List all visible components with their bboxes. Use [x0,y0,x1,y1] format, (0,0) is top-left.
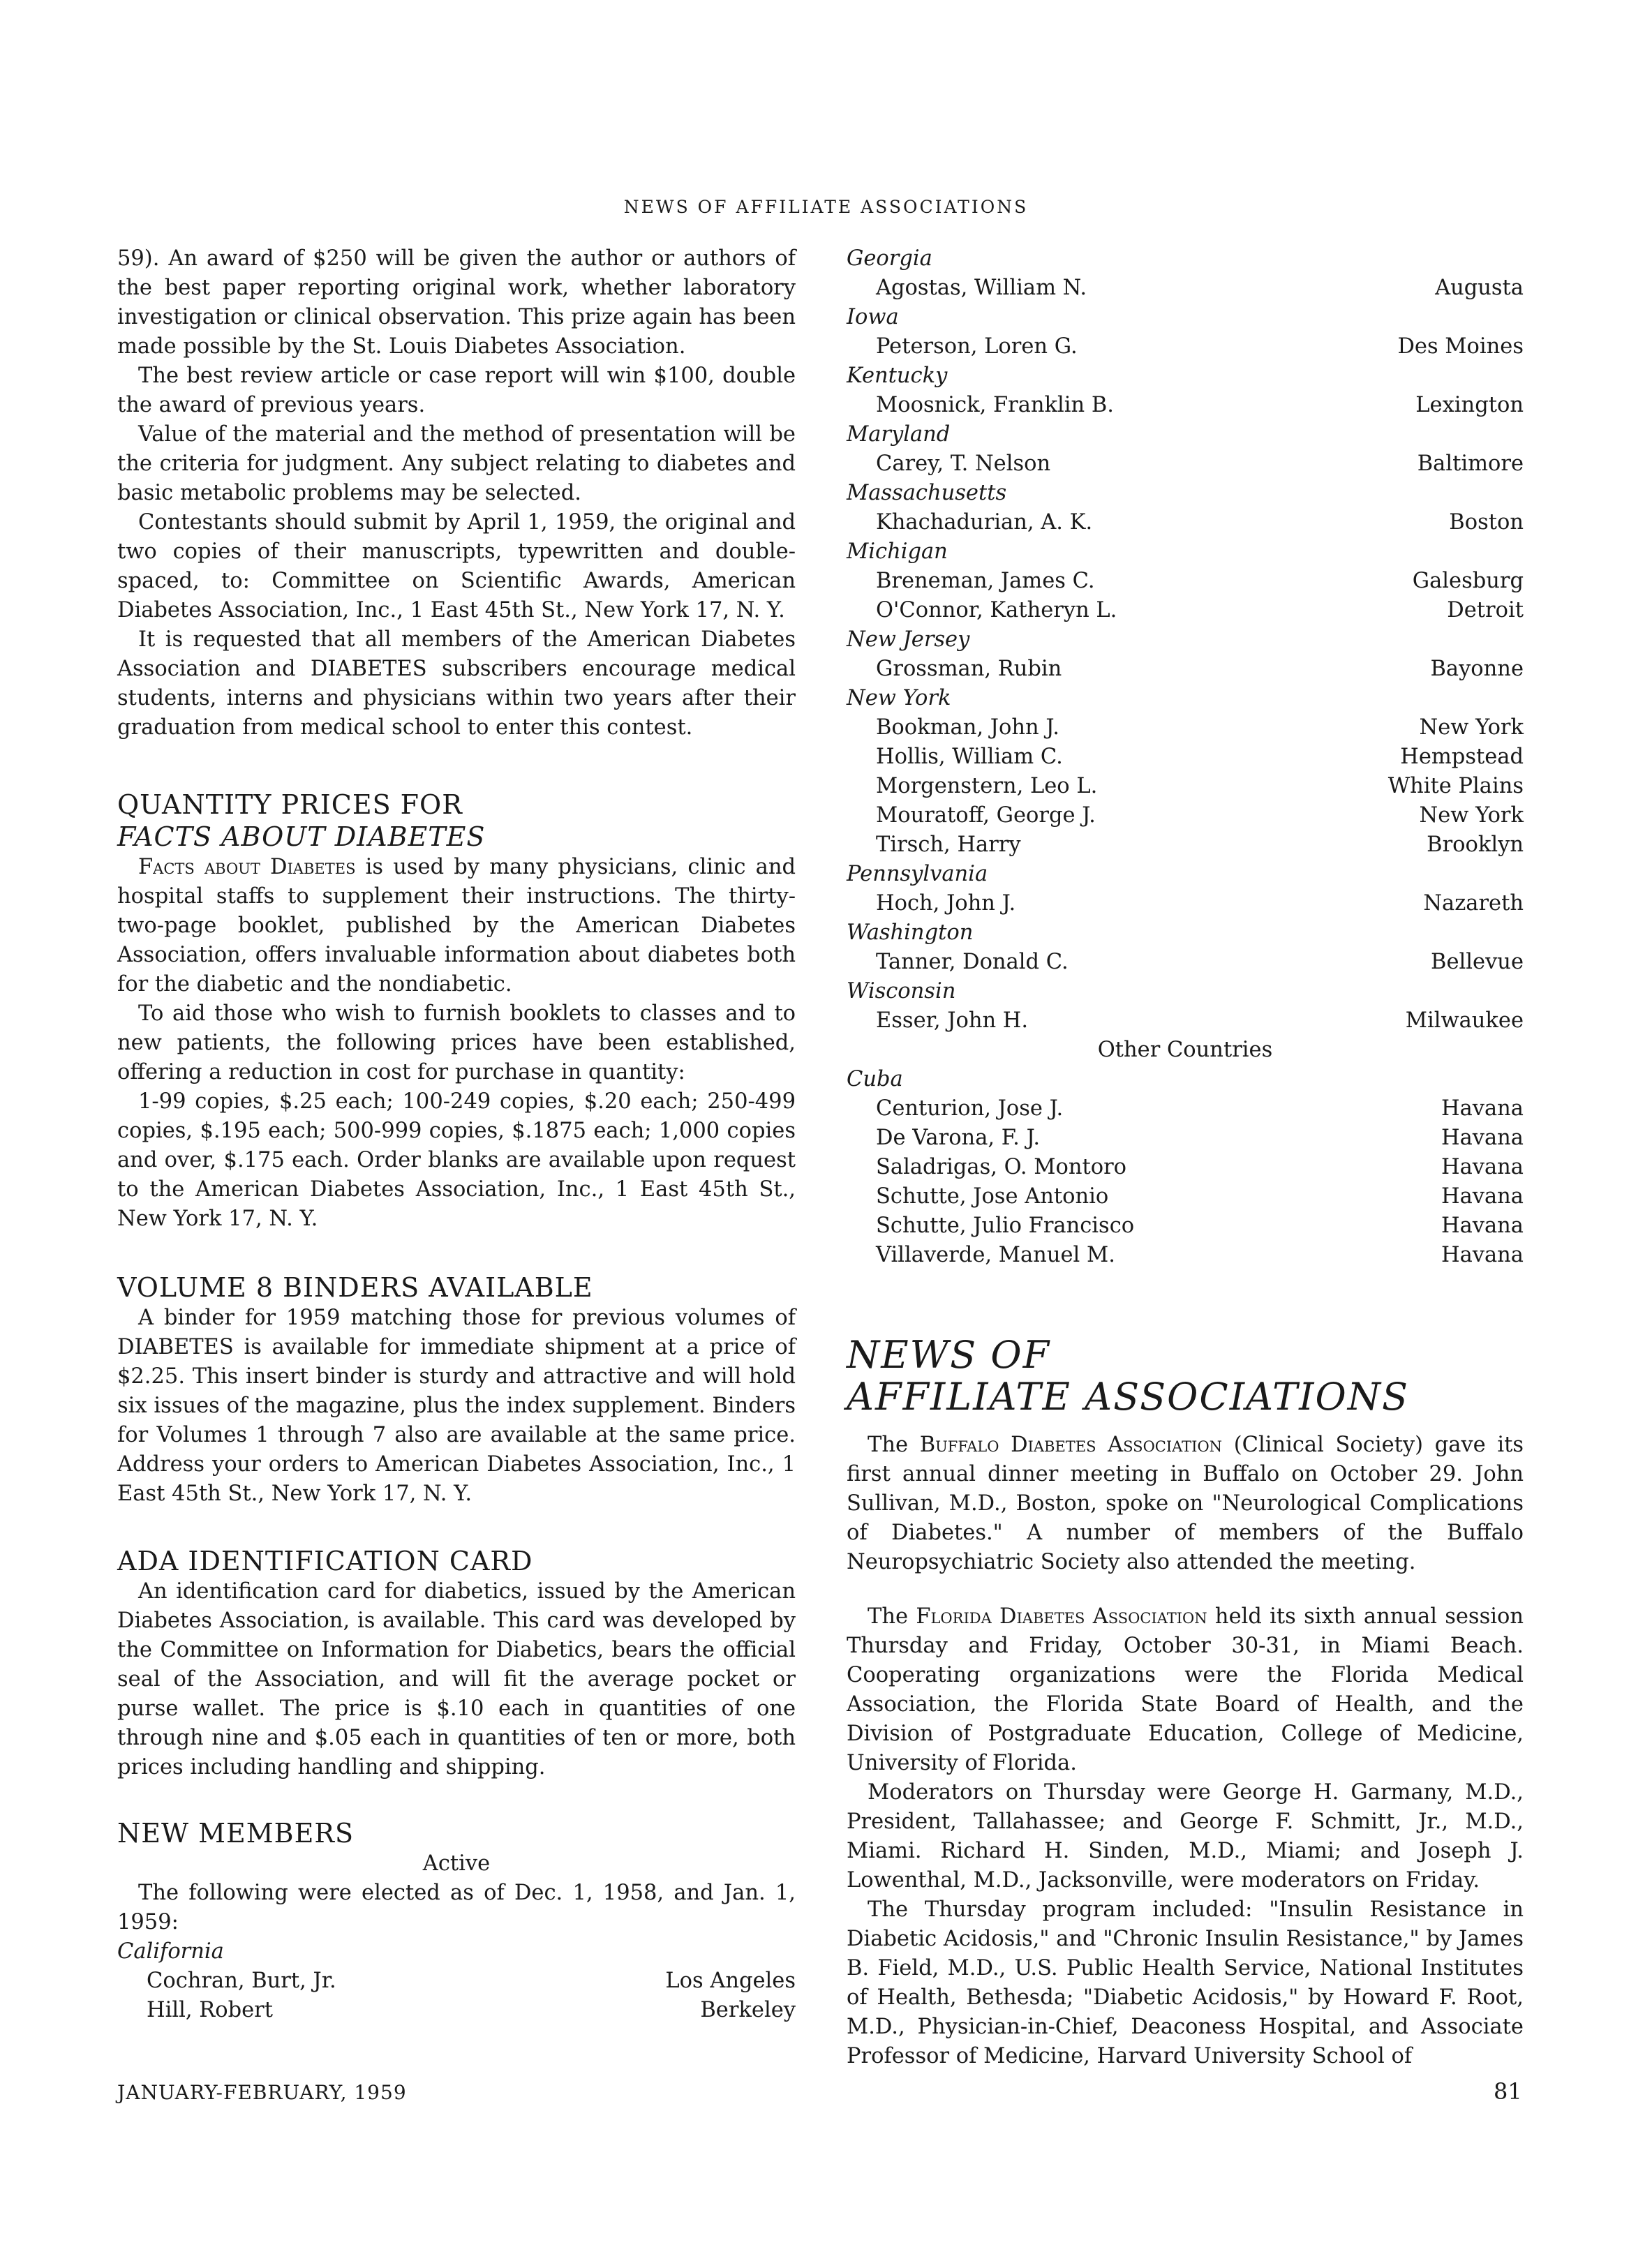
member-name: Morgenstern, Leo L. [876,774,1098,798]
encouragement-paragraph: It is requested that all members of the American Diabetes Association and DIABETES subscribers encourage medical students, interns and physicians within two years after their graduation from medical school to enter this contest. [117,627,796,740]
member-city: Brooklyn [1427,833,1524,857]
member-name: Bookman, John J. [876,715,1059,740]
member-name: Hill, Robert [147,1998,273,2022]
state-label: Iowa [847,305,899,329]
member-row [117,1996,796,2025]
member-row [847,1094,1524,1124]
review-award-paragraph: The best review article or case report will win $100, double the award of previous years. [117,364,796,417]
idcard-heading: ADA IDENTIFICATION CARD [117,1546,533,1576]
quantity-paragraph-2: To aid those who wish to furnish booklets to classes and to new patients, the following prices have been established, offering a reduction in cost for purchase in quantity: [117,1001,796,1084]
member-name: Esser, John H. [876,1008,1029,1033]
state-label: New Jersey [847,627,970,652]
member-row [847,391,1524,420]
idcard-paragraph: An identification card for diabetics, issued by the American Diabetes Association, is available. This card was developed by the Committee on Information for Diabetics, bears the official seal of the Association, and will fit the average pocket or purse wallet. The price is $.10 each in quantities of one through nine and $.05 each in quantities of ten or more, both prices including handling and shipping. [117,1579,796,1779]
submission-paragraph: Contestants should submit by April 1, 1959, the original and two copies of their manuscripts, typewritten and double-spaced, to: Committee on Scientific Awards, American Diabetes Association, Inc., 1 East 45th St., New York 17, N. Y. [117,510,796,622]
member-row [847,1182,1524,1211]
member-name: O'Connor, Katheryn L. [876,598,1117,622]
member-city: Havana [1441,1243,1524,1267]
member-row [847,274,1524,303]
member-name: Saladrigas, O. Montoro [876,1155,1127,1179]
member-row [847,830,1524,860]
member-row [847,713,1524,743]
active-subheading: Active [422,1851,491,1876]
state-label: California [117,1939,224,1964]
member-city: Des Moines [1397,334,1524,359]
member-city: Bayonne [1430,657,1524,681]
member-city: Havana [1441,1214,1524,1238]
member-city: Baltimore [1417,452,1524,476]
member-row [847,449,1524,479]
quantity-paragraph-3: 1-99 copies, $.25 each; 100-249 copies, $.20 each; 250-499 copies, $.195 each; 500-999 copies, $.1875 each; 1,000 copies and over, $.175 each. Order blanks are available upon request to the American Diabetes Association, Inc., 1 East 45th St., New York 17, N. Y. [117,1089,796,1231]
right-column [847,244,1524,2071]
member-row [847,889,1524,918]
member-row [847,1153,1524,1182]
other-countries-label: Other Countries [1097,1038,1273,1062]
member-name: Moosnick, Franklin B. [876,393,1114,417]
member-name: Hollis, William C. [876,745,1063,769]
member-row [847,948,1524,977]
member-city: Lexington [1415,393,1524,417]
binders-paragraph: A binder for 1959 matching those for previous volumes of DIABETES is available for immediate shipment at a price of $2.25. This insert binder is sturdy and attractive and will hold six issues of the magazine, plus the index supplement. Binders for Volumes 1 through 7 also are available at the same price. Address your orders to American Diabetes Association, Inc., 1 East 45th St., New York 17, N. Y. [117,1306,796,1506]
state-label: Washington [847,920,974,945]
member-row [847,655,1524,684]
award-paragraph: 59). An award of $250 will be given the author or authors of the best paper reporting original work, whether laboratory investigation or clinical observation. This prize again has been made possible by the St. Louis Diabetes Association. [117,246,796,359]
other-countries-list [847,1065,1524,1270]
member-list [847,244,1524,1036]
state-label: Georgia [847,246,932,271]
member-city: Boston [1449,510,1524,535]
member-row [847,1124,1524,1153]
member-row [847,743,1524,772]
member-name: Agostas, William N. [876,276,1087,300]
member-city: Hempstead [1400,745,1524,769]
member-row [847,772,1524,801]
quantity-heading-line1: QUANTITY PRICES FOR [117,789,463,820]
member-city: Detroit [1447,598,1524,622]
member-name: Tanner, Donald C. [876,950,1069,974]
member-city: Milwaukee [1405,1008,1524,1033]
member-name: Breneman, James C. [876,569,1095,593]
member-city: Nazareth [1423,891,1524,916]
moderators-paragraph: Moderators on Thursday were George H. Garmany, M.D., President, Tallahassee; and George F. Schmitt, Jr., M.D., Miami. Richard H. Sinden, M.D., Miami; and Joseph J. Lowenthal, M.D., Jacksonville, were moderators on Friday. [847,1780,1524,1893]
criteria-paragraph: Value of the material and the method of presentation will be the criteria for judgment. Any subject relating to diabetes and basic metabolic problems may be selected. [117,422,796,505]
quantity-paragraph-1: Facts about Diabetes is used by many physicians, clinic and hospital staffs to supplement their instructions. The thirty-two-page booklet, published by the American Diabetes Association, offers invaluable information about diabetes both for the diabetic and the nondiabetic. [117,855,796,997]
member-city: New York [1419,803,1524,828]
state-label: New York [847,686,951,710]
member-row [847,1006,1524,1036]
member-city: Havana [1441,1096,1524,1121]
member-city: New York [1419,715,1524,740]
member-row [847,508,1524,537]
issue-date: JANUARY-FEBRUARY, 1959 [117,2081,407,2104]
member-city: Havana [1441,1155,1524,1179]
page-number: 81 [1494,2078,1522,2105]
state-label: Cuba [847,1067,903,1091]
member-city: Havana [1441,1126,1524,1150]
member-row [847,596,1524,625]
member-city: Los Angeles [665,1969,796,1993]
member-city: Berkeley [700,1998,796,2022]
member-name: Carey, T. Nelson [876,452,1051,476]
state-label: Wisconsin [847,979,956,1003]
member-row [847,1241,1524,1270]
member-name: Tirsch, Harry [876,833,1021,857]
member-name: Khachadurian, A. K. [876,510,1093,535]
member-name: Schutte, Jose Antonio [876,1184,1109,1209]
florida-paragraph: The Florida Diabetes Association held its sixth annual session Thursday and Friday, October 30-31, in Miami Beach. Cooperating organizations were the Florida Medical Association, the Florida State Board of Health, and the Division of Postgraduate Education, College of Medicine, University of Florida. [847,1604,1524,1775]
state-label: Michigan [847,539,948,564]
member-city: Augusta [1435,276,1524,300]
news-title-line1: NEWS OF [847,1333,1051,1377]
member-name: Peterson, Loren G. [876,334,1078,359]
new-members-intro: The following were elected as of Dec. 1, 1958, and Jan. 1, 1959: [117,1881,796,1934]
buffalo-paragraph: The Buffalo Diabetes Association (Clinical Society) gave its first annual dinner meeting in Buffalo on October 29. John Sullivan, M.D., Boston, spoke on "Neurological Complications of Diabetes." A number of members of the Buffalo Neuropsychiatric Society also attended the meeting. [847,1433,1524,1574]
member-row [117,1967,796,1996]
member-row [847,332,1524,361]
binders-heading: VOLUME 8 BINDERS AVAILABLE [117,1272,593,1303]
member-city: Bellevue [1431,950,1524,974]
left-column [117,244,796,2025]
state-label: Massachusetts [847,481,1007,505]
member-name: Centurion, Jose J. [876,1096,1064,1121]
member-city: White Plains [1387,774,1524,798]
news-title-line2: AFFILIATE ASSOCIATIONS [847,1375,1409,1419]
state-label: Maryland [847,422,951,447]
running-head: NEWS OF AFFILIATE ASSOCIATIONS [623,197,1029,217]
program-paragraph: The Thursday program included: "Insulin Resistance in Diabetic Acidosis," and "Chronic Insulin Resistance," by James B. Field, M.D., U.S. Public Health Service, National Institutes of Health, Bethesda; "Diabetic Acidosis," by Howard F. Root, M.D., Physician-in-Chief, Deaconess Hospital, and Associate Professor of Medicine, Harvard University School of [847,1897,1524,2068]
state-label: Pennsylvania [847,862,988,886]
member-name: Grossman, Rubin [876,657,1062,681]
member-name: De Varona, F. J. [876,1126,1041,1150]
member-city: Havana [1441,1184,1524,1209]
member-row [847,801,1524,830]
member-name: Mouratoff, George J. [876,803,1096,828]
state-label: Kentucky [847,364,948,388]
quantity-heading-line2: FACTS ABOUT DIABETES [117,821,486,852]
member-name: Cochran, Burt, Jr. [147,1969,336,1993]
member-city: Galesburg [1412,569,1524,593]
new-members-heading: NEW MEMBERS [117,1818,354,1849]
member-name: Hoch, John J. [876,891,1016,916]
member-row [847,1211,1524,1241]
member-name: Villaverde, Manuel M. [876,1243,1115,1267]
member-row [847,567,1524,596]
member-name: Schutte, Julio Francisco [876,1214,1135,1238]
